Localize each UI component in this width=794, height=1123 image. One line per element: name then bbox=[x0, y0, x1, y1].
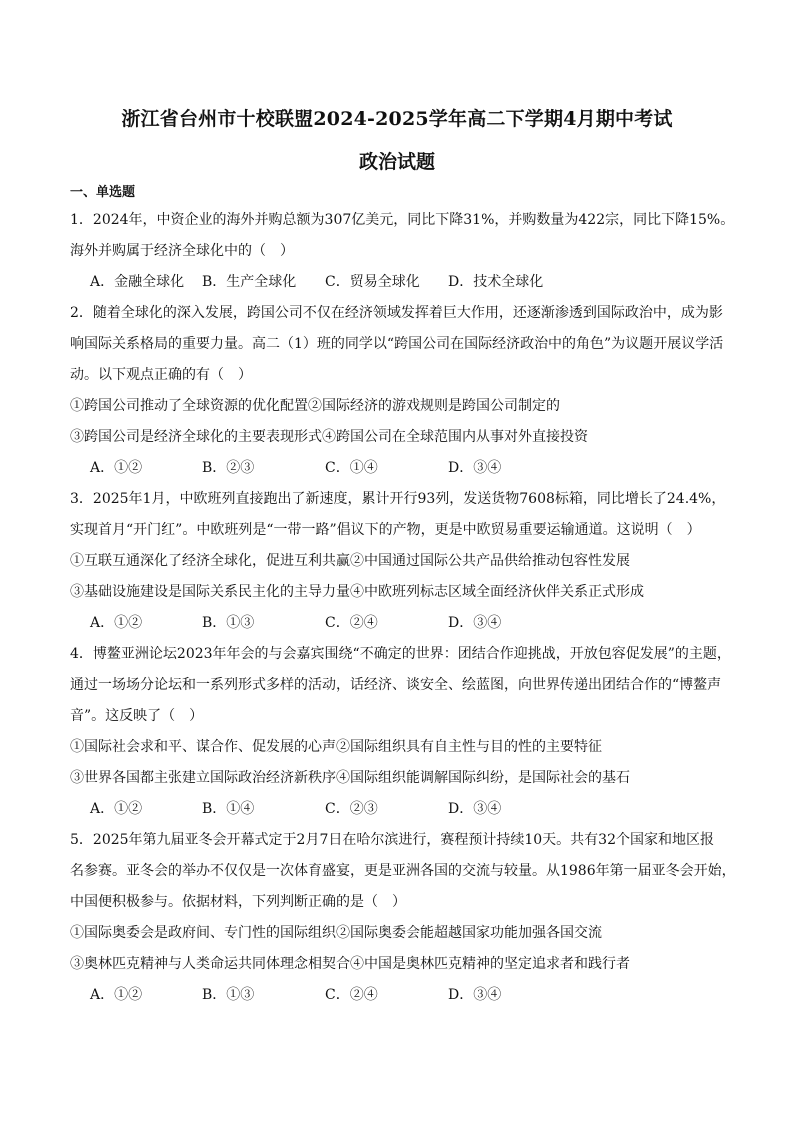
option-b[interactable]: B．①④ bbox=[202, 801, 255, 817]
question-2-line-1: 2．随着全球化的深入发展，跨国公司不仅在经济领域发挥着巨大作用，还逐渐渗透到国际政治中，成为影 bbox=[70, 305, 723, 321]
question-4-statement-2: ③世界各国都主张建立国际政治经济新秩序④国际组织能调解国际纠纷，是国际社会的基石 bbox=[70, 770, 630, 786]
option-c[interactable]: C．贸易全球化 bbox=[325, 274, 420, 290]
option-c[interactable]: C．①④ bbox=[325, 460, 378, 476]
question-5-statement-1: ①国际奥委会是政府间、专门性的国际组织②国际奥委会能超越国家功能加强各国交流 bbox=[70, 925, 602, 941]
page-subtitle: 政治试题 bbox=[358, 151, 435, 173]
question-5-options bbox=[70, 980, 736, 1011]
question-3-line-1: 3．2025年1月，中欧班列直接跑出了新速度，累计开行93列，发送货物7608标箱，同比增长了24.4%， bbox=[70, 491, 726, 507]
question-3 bbox=[70, 484, 736, 639]
option-d[interactable]: D．③④ bbox=[448, 460, 502, 476]
option-d[interactable]: D．技术全球化 bbox=[448, 274, 544, 290]
question-4-options bbox=[70, 794, 736, 825]
option-d[interactable]: D．③④ bbox=[448, 615, 502, 631]
question-4 bbox=[70, 639, 736, 825]
option-a[interactable]: A．①② bbox=[90, 460, 143, 476]
option-d[interactable]: D．③④ bbox=[448, 801, 502, 817]
question-list bbox=[70, 205, 736, 1011]
question-1 bbox=[70, 205, 736, 298]
question-2-line-2: 响国际关系格局的重要力量。高二（1）班的同学以“跨国公司在国际经济政治中的角色”为议题开展议学活 bbox=[70, 336, 724, 352]
question-5-line-3: 中国便积极参与。依据材料，下列判断正确的是（ ） bbox=[70, 894, 406, 910]
section-heading: 一、单选题 bbox=[70, 185, 136, 200]
question-1-line-1: 1．2024年，中资企业的海外并购总额为307亿美元，同比下降31%，并购数量为422宗，同比下降15%。 bbox=[70, 212, 735, 228]
question-2-options bbox=[70, 453, 736, 484]
question-1-options bbox=[70, 267, 736, 298]
question-1-line-2: 海外并购属于经济全球化中的（ ） bbox=[70, 243, 294, 259]
question-5-line-1: 5．2025年第九届亚冬会开幕式定于2月7日在哈尔滨进行，赛程预计持续10天。共有32个国家和地区报 bbox=[70, 832, 714, 848]
option-b[interactable]: B．①③ bbox=[202, 987, 255, 1003]
question-3-options bbox=[70, 608, 736, 639]
question-4-line-2: 通过一场场分论坛和一系列形式多样的活动，话经济、谈安全、绘蓝图，向世界传递出团结合作的“博鳌声 bbox=[70, 677, 722, 693]
option-a[interactable]: A．金融全球化 bbox=[90, 274, 185, 290]
question-3-statement-2: ③基础设施建设是国际关系民主化的主导力量④中欧班列标志区域全面经济伙伴关系正式形成 bbox=[70, 584, 644, 600]
option-a[interactable]: A．①② bbox=[90, 615, 143, 631]
option-c[interactable]: C．②④ bbox=[325, 615, 378, 631]
question-3-line-2: 实现首月“开门红”。中欧班列是“一带一路”倡议下的产物，更是中欧贸易重要运输通道。这说明（ ） bbox=[70, 522, 701, 538]
option-a[interactable]: A．①② bbox=[90, 987, 143, 1003]
question-2-statement-2: ③跨国公司是经济全球化的主要表现形式④跨国公司在全球范围内从事对外直接投资 bbox=[70, 429, 588, 445]
question-2-line-3: 动。以下观点正确的有（ ） bbox=[70, 367, 252, 383]
option-b[interactable]: B．生产全球化 bbox=[202, 274, 297, 290]
question-5-statement-2: ③奥林匹克精神与人类命运共同体理念相契合④中国是奥林匹克精神的坚定追求者和践行者 bbox=[70, 956, 630, 972]
question-4-statement-1: ①国际社会求和平、谋合作、促发展的心声②国际组织具有自主性与目的性的主要特征 bbox=[70, 739, 602, 755]
option-d[interactable]: D．③④ bbox=[448, 987, 502, 1003]
option-c[interactable]: C．②④ bbox=[325, 987, 378, 1003]
question-3-statement-1: ①互联互通深化了经济全球化，促进互利共赢②中国通过国际公共产品供给推动包容性发展 bbox=[70, 553, 630, 569]
question-4-line-1: 4．博鳌亚洲论坛2023年年会的与会嘉宾围绕“不确定的世界：团结合作迎挑战，开放包容促发展”的主题， bbox=[70, 646, 731, 662]
question-5 bbox=[70, 825, 736, 1011]
question-2-statement-1: ①跨国公司推动了全球资源的优化配置②国际经济的游戏规则是跨国公司制定的 bbox=[70, 398, 560, 414]
option-a[interactable]: A．①② bbox=[90, 801, 143, 817]
question-4-line-3: 音”。这反映了（ ） bbox=[70, 708, 204, 724]
page-title: 浙江省台州市十校联盟2024-2025学年高二下学期4月期中考试 bbox=[121, 108, 673, 130]
question-5-line-2: 名参赛。亚冬会的举办不仅仅是一次体育盛宴，更是亚洲各国的交流与较量。从1986年第一届亚冬会开始， bbox=[70, 863, 736, 879]
option-c[interactable]: C．②③ bbox=[325, 801, 378, 817]
option-b[interactable]: B．②③ bbox=[202, 460, 255, 476]
question-2 bbox=[70, 298, 736, 484]
option-b[interactable]: B．①③ bbox=[202, 615, 255, 631]
